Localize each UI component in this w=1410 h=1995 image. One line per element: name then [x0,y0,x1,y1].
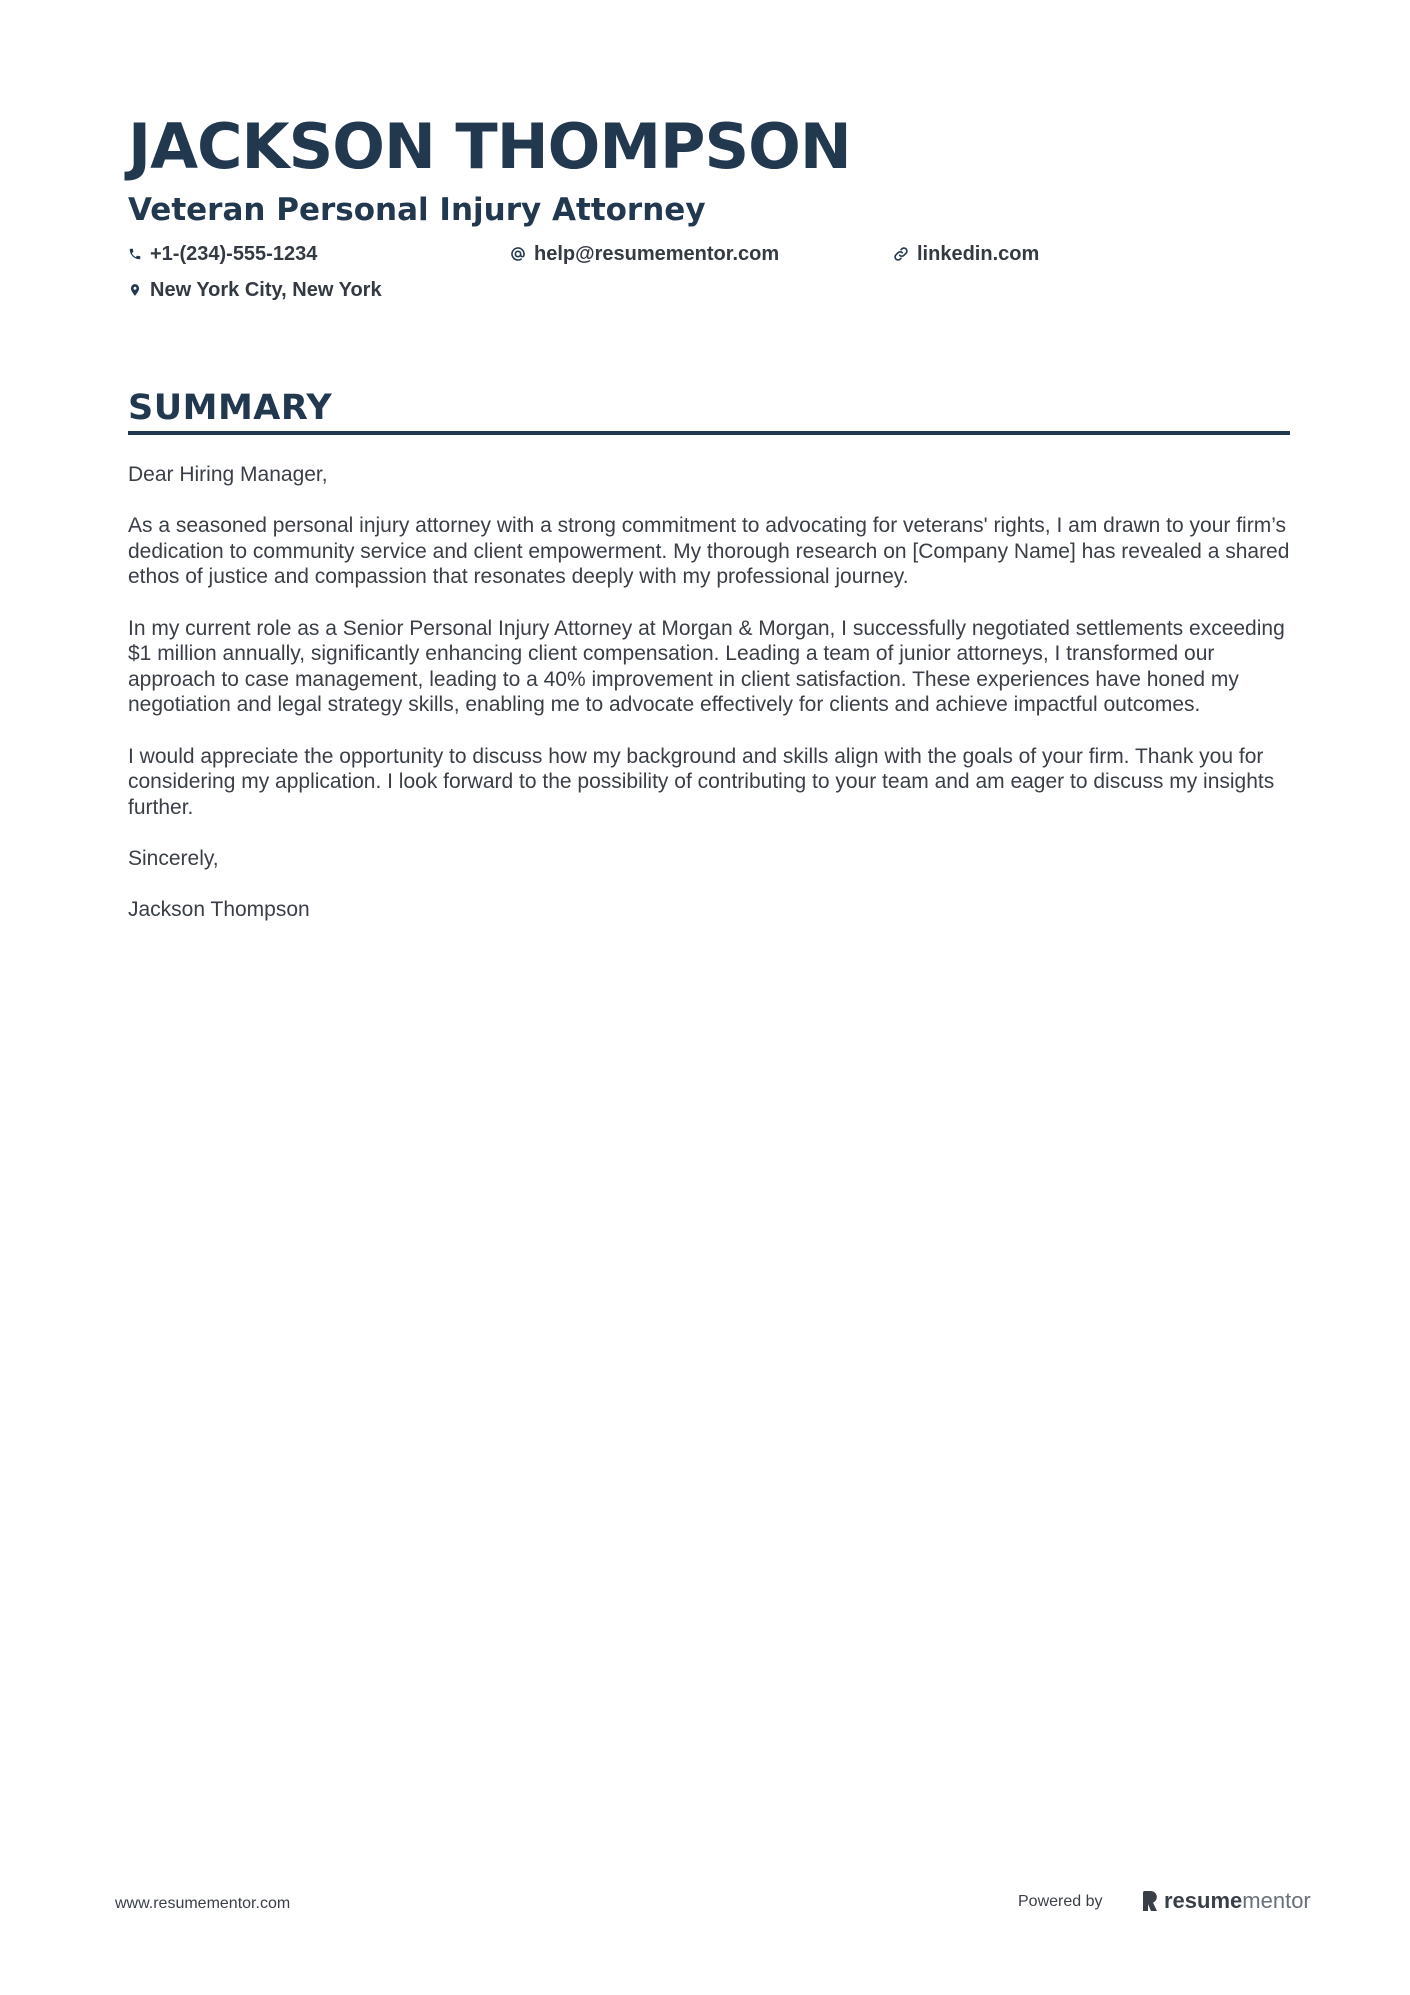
footer-website[interactable]: www.resumementor.com [115,1895,291,1912]
paragraph-1: As a seasoned personal injury attorney with a strong commitment to advocating for veterans' rights, I am drawn to your firm’s dedication to community service and client empowerment. My thorough research on [Company Name] has revealed a shared ethos of justice and compassion that resonates deeply with my professional journey. [128,514,1290,589]
letter-body [128,462,1290,948]
phone-icon [128,247,142,261]
signature: Jackson Thompson [128,898,310,922]
closing: Sincerely, [128,846,219,870]
link-icon [893,246,909,262]
phone-text: +1-(234)-555-1234 [150,243,318,265]
resumementor-logo-icon [1142,1891,1158,1911]
section-divider [128,431,1290,435]
salutation: Dear Hiring Manager, [128,463,328,486]
brand-light: mentor [1242,1888,1311,1913]
paragraph-3: I would appreciate the opportunity to discuss how my background and skills align with the goals of your firm. Thank you for considering my application. I look forward to the possibility of contributing to your team and am eager to discuss my insights further. [128,744,1275,819]
contact-email[interactable] [510,241,779,267]
email-text[interactable]: help@resumementor.com [534,243,780,265]
brand-bold: resume [1164,1888,1243,1913]
location-pin-icon [128,282,142,298]
candidate-name: JACKSON THOMPSON [128,110,851,183]
at-icon [510,246,526,262]
paragraph-2: In my current role as a Senior Personal Injury Attorney at Morgan & Morgan, I successfully negotiated settlements exceeding $1 million annually, significantly enhancing client compensation. Leading a team of junior attorneys, I transformed our approach to case management, leading to a 40% improvement in client satisfaction. These experiences have honed my negotiation and legal strategy skills, enabling me to advocate effectively for clients and achieve impactful outcomes. [128,616,1285,717]
summary-heading: SUMMARY [128,388,333,428]
candidate-title: Veteran Personal Injury Attorney [128,192,706,228]
powered-by-label: Powered by [1018,1893,1103,1910]
link-text[interactable]: linkedin.com [917,243,1040,265]
brand-logo[interactable] [1142,1888,1311,1914]
contact-link[interactable] [893,241,1039,267]
contact-phone [128,241,317,267]
contact-location [128,277,382,303]
location-text: New York City, New York [150,279,382,301]
